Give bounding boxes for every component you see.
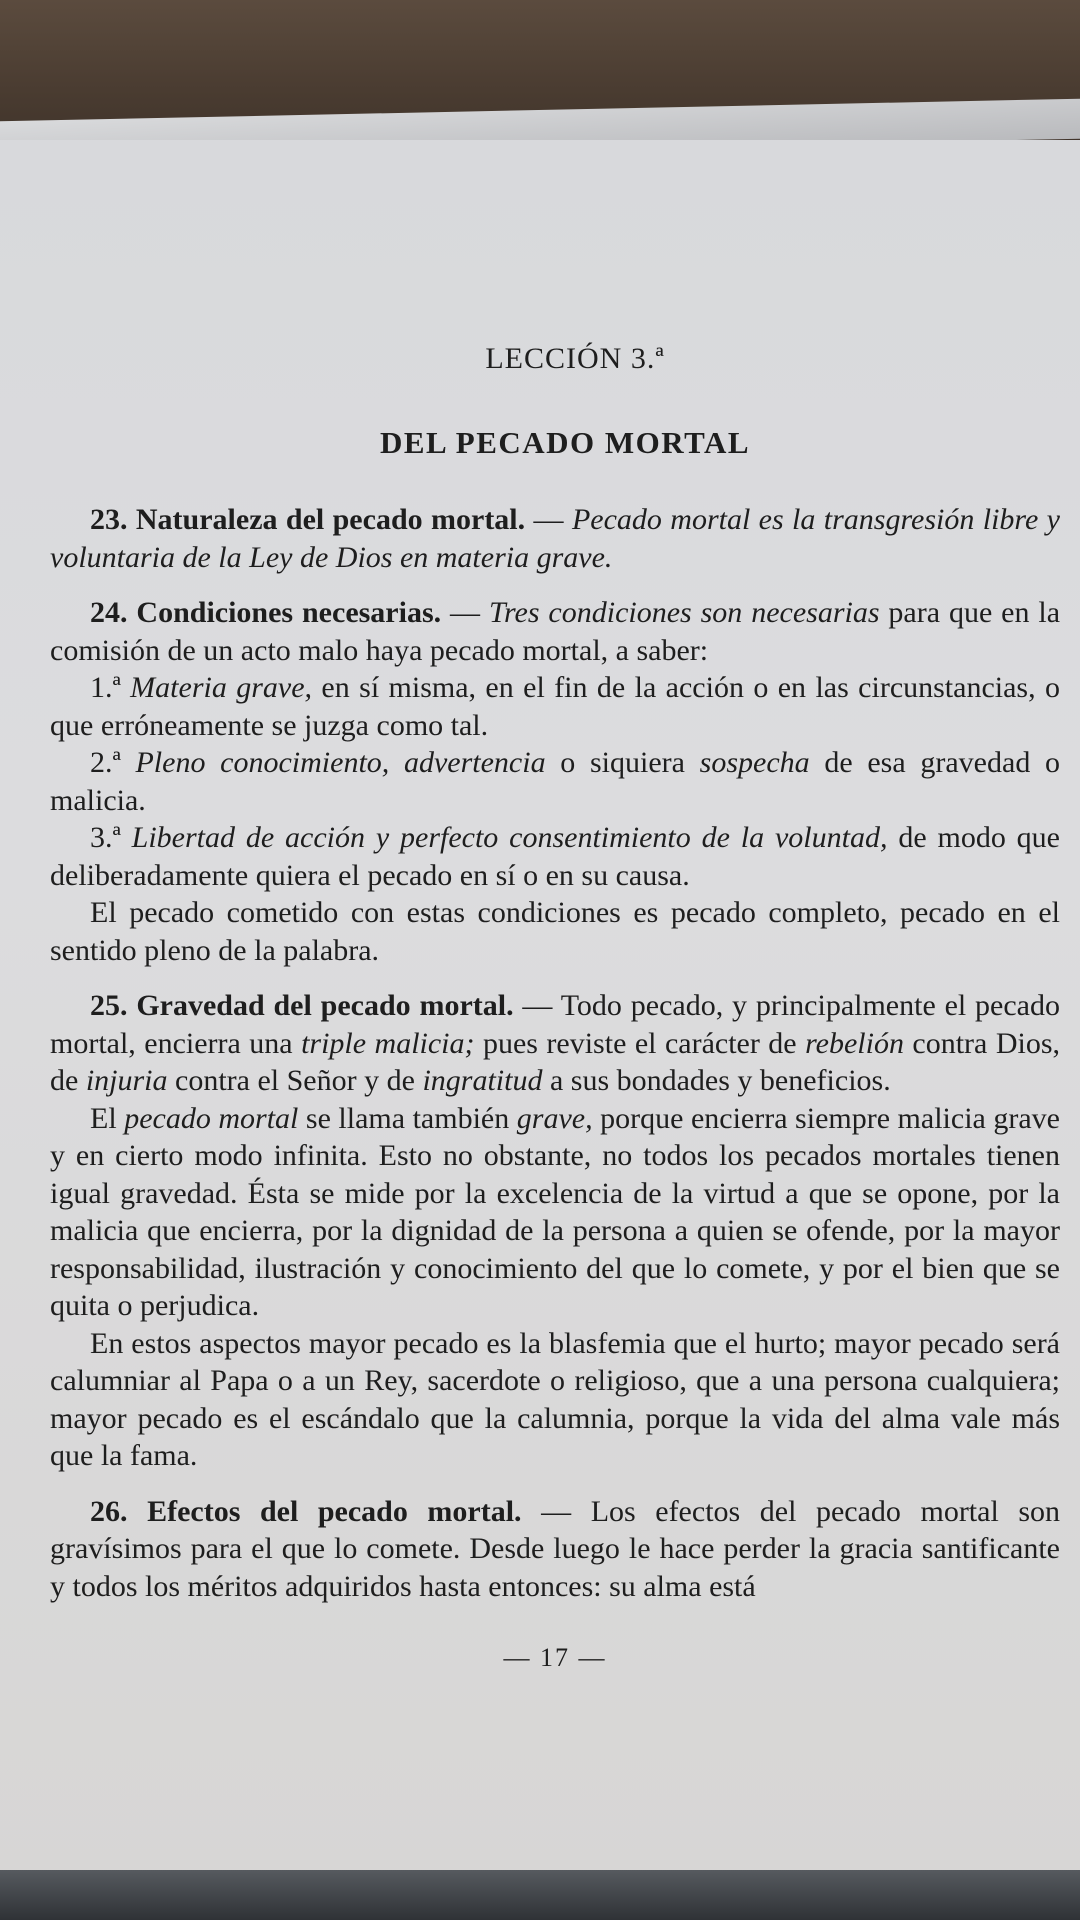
body-text: en sí misma, en el fin de la acción o en las circunstancias, o que erróneamente se juzga como tal.	[50, 671, 1060, 742]
condition-1	[50, 669, 1060, 744]
paragraph-number: 23.	[90, 503, 128, 536]
dash: —	[513, 989, 561, 1022]
paragraph-25	[50, 987, 1060, 1100]
italic-text: rebelión	[805, 1026, 904, 1060]
italic-text: triple malicia;	[301, 1026, 475, 1060]
condition-number: 3.ª	[90, 821, 132, 854]
dash: —	[525, 503, 572, 536]
italic-text: sospecha	[699, 746, 810, 779]
italic-text: Pecado mortal es la transgresión libre y voluntaria de la Ley de Dios en materia grave.	[50, 503, 1060, 574]
paragraph-heading: Condiciones necesarias.	[136, 596, 442, 629]
paragraph-25-gravity	[50, 1100, 1060, 1325]
paragraph-heading: Gravedad del pecado mortal.	[136, 989, 514, 1022]
section-title: DEL PECADO MORTAL	[379, 424, 751, 460]
surface-bottom	[0, 1870, 1080, 1920]
body-text: a sus bondades y beneficios.	[542, 1064, 891, 1097]
body-text: de esa gravedad o malicia.	[50, 746, 1061, 817]
body-text: El	[90, 1101, 125, 1135]
paragraph-26	[50, 1493, 1060, 1606]
paragraph-heading: Efectos del pecado mortal.	[147, 1494, 522, 1528]
italic-text: Materia grave,	[130, 671, 313, 704]
italic-text: ingratitud	[422, 1064, 543, 1097]
body-text: Todo pecado, y principalmente el pecado mortal, encierra una	[50, 989, 1061, 1060]
condition-number: 2.ª	[90, 746, 136, 779]
page-number: — 17 —	[503, 1643, 607, 1672]
paragraph-24	[50, 594, 1060, 669]
paragraph-23	[50, 501, 1060, 576]
body-text: o siquiera	[545, 746, 700, 779]
body-text: porque encierra siempre malicia grave y en cierto modo infinita. Esto no obstante, no todos los pecados mortales tienen igual gravedad. Ésta se mide por la excelencia de la virtud a que se opone, por la malicia que encierra, por la dignidad de la persona a quien se ofende, por la mayor responsabilidad, ilustración y conocimiento del que lo comete, y por el bien que se quita o perjudica.	[50, 1101, 1060, 1322]
italic-text: injuria	[85, 1064, 168, 1097]
body-text: de modo que deliberadamente quiera el pecado en sí o en su causa.	[50, 821, 1060, 892]
condition-3	[50, 819, 1060, 894]
italic-text: Tres condiciones son necesarias	[488, 596, 880, 629]
body-text: para que en la comisión de un acto malo haya pecado mortal, a saber:	[50, 596, 1061, 667]
lesson-title: LECCIÓN 3.ª	[485, 342, 665, 375]
italic-text: Libertad de acción y perfecto consentimiento de la voluntad,	[131, 821, 888, 854]
italic-text: Pleno conocimiento, advertencia	[135, 746, 546, 779]
body-text: pues reviste el carácter de	[474, 1026, 806, 1060]
page-text	[50, 205, 1060, 1677]
body-text: se llama también	[298, 1101, 517, 1135]
condition-number: 1.ª	[90, 671, 131, 704]
paragraph-number: 24.	[90, 596, 128, 629]
paragraph-heading: Naturaleza del pecado mortal.	[135, 503, 526, 536]
italic-text: pecado mortal	[124, 1101, 299, 1135]
paragraph-24-conclusion: El pecado cometido con estas condiciones es pecado completo, pecado en el sentido pleno de la palabra.	[50, 896, 1060, 967]
dash: —	[441, 596, 489, 629]
condition-2	[50, 744, 1060, 819]
paragraph-number: 26.	[90, 1494, 128, 1528]
paragraph-number: 25.	[90, 989, 128, 1022]
italic-text: grave,	[516, 1101, 593, 1135]
dash: —	[521, 1494, 591, 1528]
body-text: Los efectos del pecado mortal son gravísimos para el que lo comete. Desde luego le hace perder la gracia santificante y todos los méritos adquiridos hasta entonces: su alma está	[50, 1494, 1061, 1603]
paragraph-25-examples: En estos aspectos mayor pecado es la blasfemia que el hurto; mayor pecado será calumniar al Papa o a un Rey, sacerdote o religioso, que a una persona cualquiera; mayor pecado es el escándalo que la calumnia, porque la vida del alma vale más que la fama.	[50, 1326, 1060, 1472]
body-text: contra Dios, de	[50, 1026, 1060, 1097]
body-text: contra el Señor y de	[167, 1064, 423, 1097]
